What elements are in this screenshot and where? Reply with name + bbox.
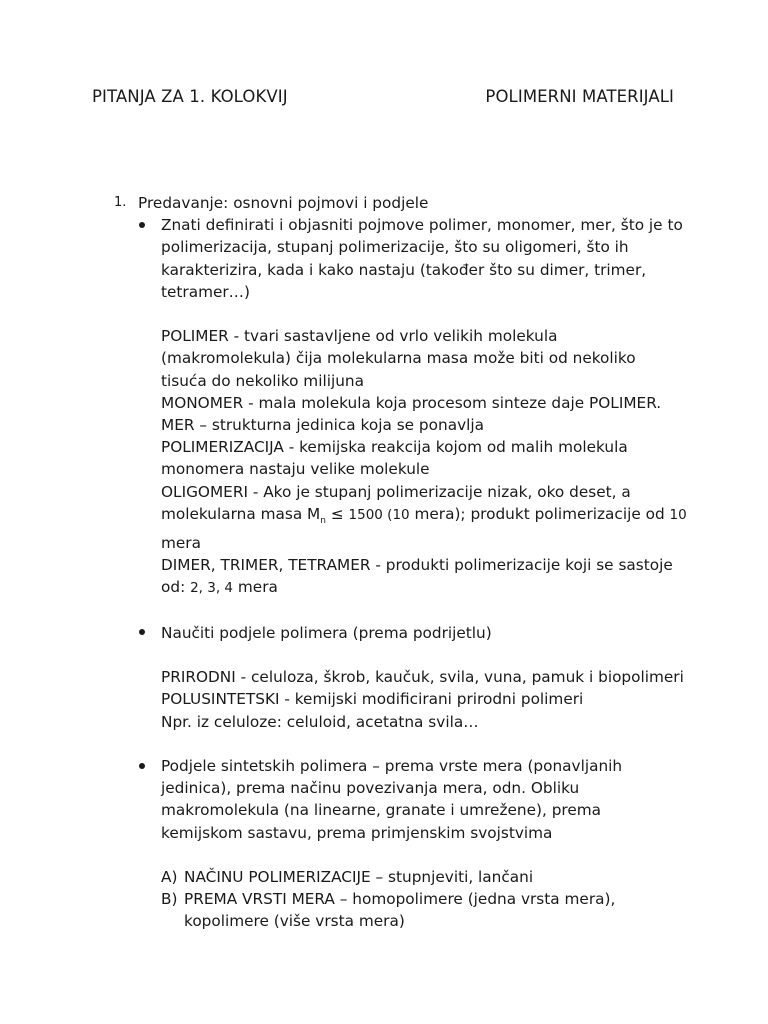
- definition-monomer: MONOMER - mala molekula koja procesom sinteze daje POLIMER.: [161, 393, 662, 412]
- bullet-line: tetramer…): [161, 282, 250, 301]
- bullet-item-origin: [0, 622, 768, 644]
- subitem-line: PREMA VRSTI MERA – homopolimere (jedna vrsta mera),: [184, 890, 616, 909]
- bullet-icon: [139, 222, 145, 228]
- origin-example: Npr. iz celuloze: celuloid, acetatna svila…: [161, 712, 479, 731]
- definition-dimer: DIMER, TRIMER, TETRAMER - produkti polimerizacije koji se sastoje: [161, 556, 673, 575]
- section-heading: [0, 192, 768, 214]
- bullet-item-definitions: [0, 214, 768, 303]
- subitem-label: A): [161, 868, 178, 887]
- document-body: [0, 192, 768, 933]
- subitem-a: [0, 866, 768, 888]
- bullet-item-synthetic: [0, 755, 768, 844]
- subitem-line: NAČINU POLIMERIZACIJE – stupnjeviti, lančani: [184, 868, 534, 887]
- section-title: Predavanje: osnovni pojmovi i podjele: [138, 194, 429, 212]
- bullet-icon: [139, 763, 145, 769]
- definition-oligomeri-cont: molekularna masa $M_n \le 1500$ (10 mera); produkt polimerizacije od 10: [161, 504, 687, 526]
- definition-oligomeri-cont: mera: [161, 534, 201, 553]
- subitem-line: kopolimere (više vrsta mera): [184, 912, 405, 931]
- definition-polimer-cont: tisuća do nekoliko milijuna: [161, 371, 364, 390]
- header-subject-title: POLIMERNI MATERIJALI: [485, 87, 674, 106]
- bullet-line: jedinica), prema načinu povezivanja mera, odn. Obliku: [161, 779, 580, 798]
- bullet-line: kemijskom sastavu, prema primjenskim svojstvima: [161, 823, 553, 842]
- bullet-line: Naučiti podjele polimera (prema podrijetlu): [161, 623, 492, 642]
- bullet-line: karakterizira, kada i kako nastaju (također što su dimer, trimer,: [161, 260, 647, 279]
- bullet-line: makromolekula (na linearne, granate i umrežene), prema: [161, 801, 602, 820]
- definition-oligomeri: OLIGOMERI - Ako je stupanj polimerizacije nizak, oko deset, a: [161, 482, 631, 501]
- subitem-label: B): [161, 890, 178, 909]
- definition-dimer-cont: od: 2, 3, 4 mera: [161, 578, 278, 597]
- origin-prirodni: PRIRODNI - celuloza, škrob, kaučuk, svila, vuna, pamuk i biopolimeri: [161, 668, 684, 687]
- definition-polimer-cont: (makromolekula) čija molekularna masa može biti od nekoliko: [161, 349, 636, 368]
- definition-polimer: POLIMER - tvari sastavljene od vrlo velikih molekula: [161, 327, 558, 346]
- bullet-line: Znati definirati i objasniti pojmove polimer, monomer, mer, što je to: [161, 216, 683, 235]
- header-course-title: PITANJA ZA 1. KOLOKVIJ: [92, 87, 288, 106]
- definition-polimerizacija: POLIMERIZACIJA - kemijska reakcija kojom od malih molekula: [161, 438, 628, 457]
- origin-polusintetski: POLUSINTETSKI - kemijski modificirani prirodni polimeri: [161, 690, 584, 709]
- bullet-line: Podjele sintetskih polimera – prema vrste mera (ponavljanih: [161, 757, 623, 776]
- definitions-block: [0, 325, 768, 599]
- definition-polimerizacija-cont: monomera nastaju velike molekule: [161, 460, 430, 479]
- bullet-line: polimerizacija, stupanj polimerizacije, što su oligomeri, što ih: [161, 238, 629, 257]
- bullet-icon: [139, 629, 145, 635]
- definition-mer: MER – strukturna jedinica koja se ponavlja: [161, 416, 484, 435]
- section-number: 1.: [114, 195, 127, 210]
- origin-block: [0, 666, 768, 733]
- subitem-b: [0, 888, 768, 932]
